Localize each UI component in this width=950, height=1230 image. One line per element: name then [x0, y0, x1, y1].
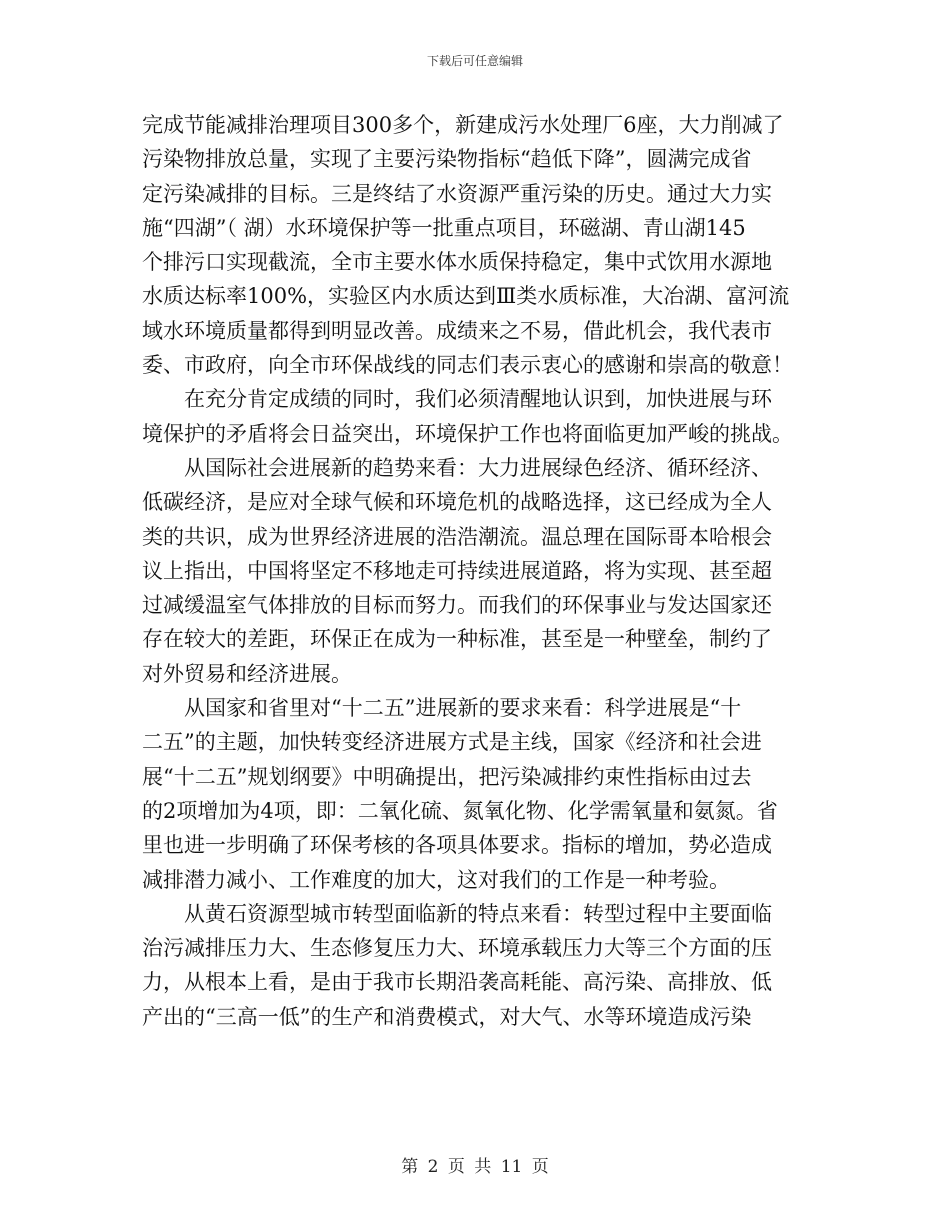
text-line: 境保护的矛盾将会日益突出，环境保护工作也将面临更加严峻的挑战。 — [142, 421, 793, 446]
text-line: 产出的“三高一低”的生产和消费模式，对大气、水等环境造成污染 — [142, 1004, 752, 1029]
text-line: 在充分肯定成绩的同时，我们必须清醒地认识到，加快进展与环 — [142, 387, 772, 412]
text-line: 定污染减排的目标。三是终结了水资源严重污染的历史。通过大力实 — [142, 181, 772, 206]
text-line: 施“四湖”（ 湖）水环境保护等一批重点项目，环磁湖、青山湖145 — [142, 215, 746, 240]
text-line: 从国家和省里对“十二五”进展新的要求来看：科学进展是“十 — [142, 696, 742, 721]
text-line: 治污减排压力大、生态修复压力大、环境承载压力大等三个方面的压 — [142, 936, 772, 961]
text-line: 二五”的主题，加快转变经济进展方式是主线，国家《经济和社会进 — [142, 730, 762, 755]
text-line: 力，从根本上看，是由于我市长期沿袭高耗能、高污染、高排放、低 — [142, 970, 772, 995]
text-line: 议上指出，中国将坚定不移地走可持续进展道路，将为实现、甚至超 — [142, 558, 772, 583]
text-line: 存在较大的差距，环保正在成为一种标准，甚至是一种壁垒，制约了 — [142, 627, 772, 652]
text-line: 的2项增加为4项，即：二氧化硫、氮氧化物、化学需氧量和氨氮。省 — [142, 798, 778, 823]
body-text — [142, 108, 817, 1034]
text-line: 对外贸易和经济进展。 — [142, 661, 352, 686]
text-line: 减排潜力减小、工作难度的加大，这对我们的工作是一种考验。 — [142, 867, 730, 892]
text-line: 展“十二五”规划纲要》中明确提出，把污染减排约束性指标由过去 — [142, 764, 752, 789]
page-header: 下载后可任意编辑 — [426, 54, 523, 68]
page-footer: 第 2 页 共 11 页 — [401, 1157, 549, 1177]
text-line: 水质达标率100%，实验区内水质达到Ⅲ类水质标准，大冶湖、富河流 — [142, 284, 790, 309]
text-line: 从黄石资源型城市转型面临新的特点来看：转型过程中主要面临 — [142, 901, 772, 926]
text-line: 个排污口实现截流，全市主要水体水质保持稳定，集中式饮用水源地 — [142, 250, 772, 275]
text-line: 域水环境质量都得到明显改善。成绩来之不易，借此机会，我代表市 — [142, 318, 772, 343]
text-line: 从国际社会进展新的趋势来看：大力进展绿色经济、循环经济、 — [142, 455, 772, 480]
text-line: 过减缓温室气体排放的目标而努力。而我们的环保事业与发达国家还 — [142, 593, 772, 618]
text-line: 污染物排放总量，实现了主要污染物指标“趋低下降”，圆满完成省 — [142, 147, 752, 172]
text-line: 里也进一步明确了环保考核的各项具体要求。指标的增加，势必造成 — [142, 833, 772, 858]
text-line: 低碳经济，是应对全球气候和环境危机的战略选择，这已经成为全人 — [142, 490, 772, 515]
text-line: 类的共识，成为世界经济进展的浩浩潮流。温总理在国际哥本哈根会 — [142, 524, 772, 549]
text-line: 委、市政府，向全市环保战线的同志们表示衷心的感谢和崇高的敬意！ — [142, 353, 793, 378]
text-line: 完成节能减排治理项目300多个，新建成污水处理厂6座，大力削减了 — [142, 113, 784, 137]
